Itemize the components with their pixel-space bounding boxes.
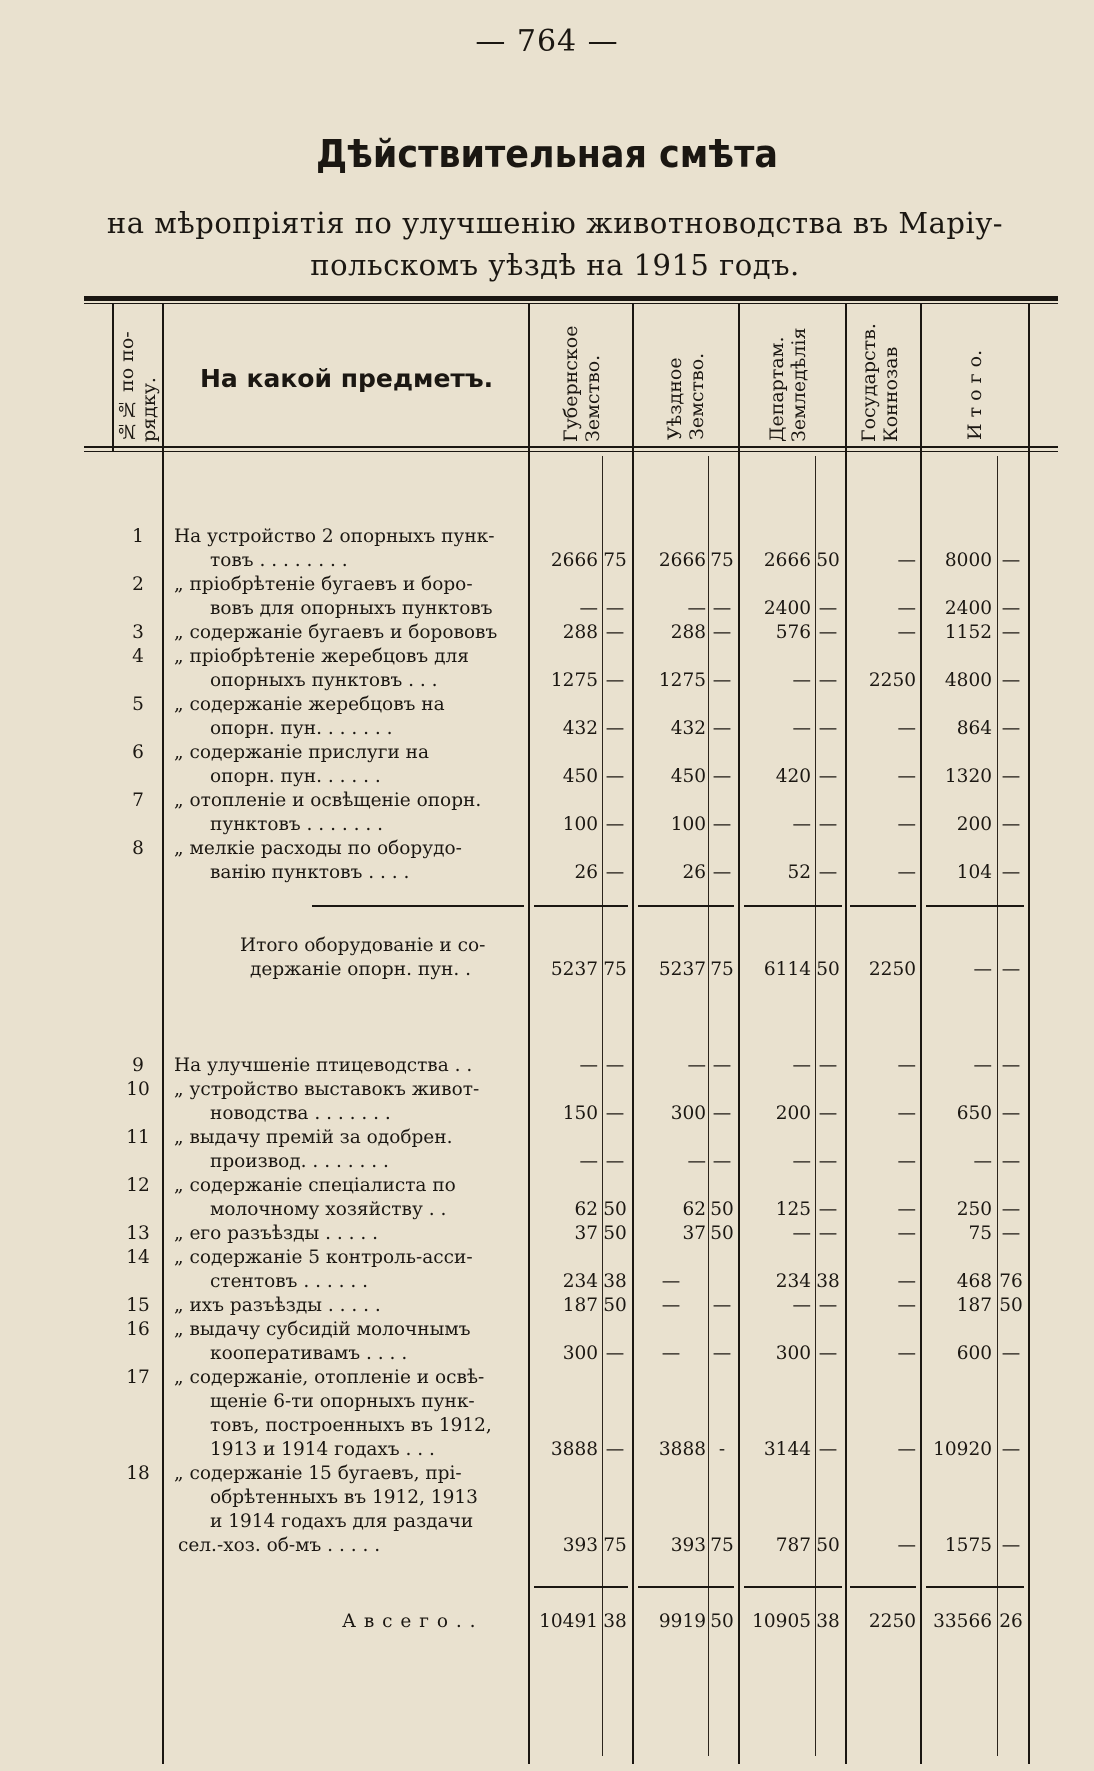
itogo-kop: — xyxy=(1001,718,1021,739)
gos-rub: — xyxy=(897,1439,916,1460)
row-subject-line4: сел.-хоз. об-мъ . . . . . xyxy=(178,1535,381,1556)
dep-rub: 234 xyxy=(775,1271,811,1292)
header-dep-line1: Департам. xyxy=(766,336,788,442)
row-subject-line1: „ содержаніе 5 контроль-асси- xyxy=(174,1247,473,1268)
gub-kop: — xyxy=(605,814,625,835)
itogo-kop: — xyxy=(1001,1223,1021,1244)
dep-rub: — xyxy=(792,814,811,835)
itogo-kop: — xyxy=(1001,814,1021,835)
uezd-rub: — xyxy=(661,1295,681,1316)
gub-rub: — xyxy=(579,1055,598,1076)
itogo-kop: — xyxy=(1001,1439,1021,1460)
uezd-rub: 450 xyxy=(670,766,706,787)
gub-rub: — xyxy=(579,598,598,619)
subtotal-rule-dep xyxy=(744,905,842,907)
gub-kop: 50 xyxy=(603,1199,627,1220)
uezd-rub: 1275 xyxy=(658,670,706,691)
document-title: Дѣйствительная смѣта xyxy=(316,132,778,176)
total-rule-gub xyxy=(534,1586,628,1588)
total-rule-dep xyxy=(744,1586,842,1588)
row-number: 3 xyxy=(132,622,144,643)
uezd-rub: 100 xyxy=(670,814,706,835)
gos-rub: — xyxy=(897,766,916,787)
header-dep-line2: Земледѣлія xyxy=(788,327,810,442)
top-thick-rule xyxy=(84,296,1058,301)
itogo-rub: 1575 xyxy=(944,1535,992,1556)
row-subject-line2: товъ . . . . . . . . xyxy=(210,550,348,571)
itogo-kop: — xyxy=(1001,1343,1021,1364)
gub-rub: 150 xyxy=(562,1103,598,1124)
dep-kop: — xyxy=(818,1199,838,1220)
row-subject-line2: кооперативамъ . . . . xyxy=(210,1343,408,1364)
uezd-rub: 62 xyxy=(682,1199,706,1220)
gub-kop: — xyxy=(605,1103,625,1124)
col-divider-right xyxy=(1028,304,1030,1764)
header-bottom-rule-2 xyxy=(84,451,1058,452)
dep-rub: 420 xyxy=(775,766,811,787)
gub-rub: 393 xyxy=(562,1535,598,1556)
row-number: 15 xyxy=(126,1295,150,1316)
subtotal-rule-gub xyxy=(534,905,628,907)
gos-rub: — xyxy=(897,598,916,619)
uezd-kop: — xyxy=(712,670,732,691)
uezd-kop: — xyxy=(712,1151,732,1172)
row-number: 1 xyxy=(132,526,144,547)
gub-kop: 75 xyxy=(603,550,627,571)
gub-rub: 187 xyxy=(562,1295,598,1316)
gub-rub: 300 xyxy=(562,1343,598,1364)
gub-rub: 432 xyxy=(562,718,598,739)
gub-rub: 37 xyxy=(574,1223,598,1244)
itogo-rub: 650 xyxy=(956,1103,992,1124)
dep-kop: — xyxy=(818,1223,838,1244)
itogo-kop: — xyxy=(1001,959,1021,980)
col-divider-subject xyxy=(528,304,530,1764)
itogo-kop: — xyxy=(1001,598,1021,619)
row-subject-line1: „ ихъ разъѣзды . . . . . xyxy=(174,1295,381,1316)
col-divider-left xyxy=(112,304,114,452)
gub-kop: 75 xyxy=(603,959,627,980)
header-gos-line1: Государств. xyxy=(858,323,880,442)
row-subject-line1: „ содержаніе бугаевъ и борововъ xyxy=(174,622,498,643)
row-subject-line1: „ пріобрѣтеніе бугаевъ и боро- xyxy=(174,574,473,595)
uezd-rub: 2666 xyxy=(658,550,706,571)
dep-rub: — xyxy=(792,1055,811,1076)
subtitle-line-1: на мѣропріятія по улучшенію животноводства въ Маріу- xyxy=(106,206,1004,240)
uezd-kop: — xyxy=(712,862,732,883)
uezd-rub: 393 xyxy=(670,1535,706,1556)
itogo-kop: — xyxy=(1001,1055,1021,1076)
row-number: 18 xyxy=(126,1463,150,1484)
dep-kop: 50 xyxy=(816,959,840,980)
gub-rub: 26 xyxy=(574,862,598,883)
header-dep xyxy=(766,312,810,442)
uezd-rub: 37 xyxy=(682,1223,706,1244)
header-gos xyxy=(858,306,902,442)
row-number: 2 xyxy=(132,574,144,595)
uezd-kop: — xyxy=(712,1103,732,1124)
dep-rub: — xyxy=(792,1151,811,1172)
kopeck-divider-uezd xyxy=(708,456,709,1756)
row-subject-line2: ванію пунктовъ . . . . xyxy=(210,862,410,883)
row-subject-line1: „ устройство выставокъ живот- xyxy=(174,1079,480,1100)
row-subject-line1: „ его разъѣзды . . . . . xyxy=(174,1223,379,1244)
gub-rub: 10491 xyxy=(539,1611,598,1632)
uezd-rub: — xyxy=(687,598,706,619)
row-subject-line1: „ отопленіе и освѣщеніе опорн. xyxy=(174,790,482,811)
row-number: 17 xyxy=(126,1367,150,1388)
row-subject-line1: „ содержаніе жеребцовъ на xyxy=(174,694,445,715)
gos-rub: — xyxy=(897,1151,916,1172)
itogo-rub: 200 xyxy=(956,814,992,835)
row-subject-line2: обрѣтенныхъ въ 1912, 1913 xyxy=(210,1487,478,1508)
itogo-kop: — xyxy=(1001,1151,1021,1172)
col-divider-num xyxy=(162,304,164,1764)
uezd-rub: 3888 xyxy=(658,1439,706,1460)
row-subject-line2: новодства . . . . . . . xyxy=(210,1103,391,1124)
itogo-rub: 1152 xyxy=(944,622,992,643)
gub-rub: 5237 xyxy=(550,959,598,980)
gub-kop: — xyxy=(605,622,625,643)
gub-kop: — xyxy=(605,1151,625,1172)
subtotal-rule-gos xyxy=(850,905,916,907)
uezd-kop: 50 xyxy=(710,1223,734,1244)
row-subject-line2: вовъ для опорныхъ пунктовъ xyxy=(210,598,493,619)
row-number: 4 xyxy=(132,646,144,667)
itogo-rub: 600 xyxy=(956,1343,992,1364)
uezd-rub: — xyxy=(687,1151,706,1172)
dep-kop: 38 xyxy=(816,1611,840,1632)
dep-kop: 50 xyxy=(816,550,840,571)
subtotal-rule-it xyxy=(926,905,1024,907)
uezd-rub: 26 xyxy=(682,862,706,883)
uezd-kop: — xyxy=(712,1343,732,1364)
gos-rub: — xyxy=(897,1343,916,1364)
gos-rub: — xyxy=(897,862,916,883)
itogo-kop: — xyxy=(1001,1535,1021,1556)
row-subject-line2: опорныхъ пунктовъ . . . xyxy=(210,670,438,691)
itogo-kop: 26 xyxy=(999,1611,1023,1632)
gub-kop: 38 xyxy=(603,1271,627,1292)
dep-kop: 38 xyxy=(816,1271,840,1292)
dep-rub: — xyxy=(792,718,811,739)
gos-rub: — xyxy=(897,814,916,835)
gub-kop: — xyxy=(605,1439,625,1460)
row-number: 5 xyxy=(132,694,144,715)
gos-rub: — xyxy=(897,1199,916,1220)
row-subject-line1: „ содержаніе, отопленіе и освѣ- xyxy=(174,1367,485,1388)
gos-rub: — xyxy=(897,1535,916,1556)
header-gos-line2: Коннозав xyxy=(880,346,902,442)
row-subject-line2: пунктовъ . . . . . . . xyxy=(210,814,383,835)
gos-rub: — xyxy=(897,1223,916,1244)
row-subject-line1: На улучшеніе птицеводства . . xyxy=(174,1055,473,1076)
gub-kop: — xyxy=(605,862,625,883)
gub-kop: 75 xyxy=(603,1535,627,1556)
header-gub-line2: Земство. xyxy=(582,354,604,442)
row-number: 14 xyxy=(126,1247,150,1268)
header-itogo: И т о г о. xyxy=(964,349,986,440)
dep-rub: — xyxy=(792,670,811,691)
row-subject-line2: молочному хозяйству . . xyxy=(210,1199,447,1220)
uezd-rub: 300 xyxy=(670,1103,706,1124)
grand-total-label: А в с е г о . . xyxy=(342,1611,477,1632)
row-number: 10 xyxy=(126,1079,150,1100)
col-divider-gub xyxy=(632,304,634,1764)
uezd-kop: 50 xyxy=(710,1611,734,1632)
itogo-rub: 4800 xyxy=(944,670,992,691)
gub-rub: 3888 xyxy=(550,1439,598,1460)
row-subject-line1: „ содержаніе спеціалиста по xyxy=(174,1175,456,1196)
itogo-rub: 187 xyxy=(956,1295,992,1316)
uezd-rub: — xyxy=(687,1055,706,1076)
dep-kop: — xyxy=(818,622,838,643)
itogo-rub: 75 xyxy=(968,1223,992,1244)
uezd-rub: 9919 xyxy=(658,1611,706,1632)
gos-rub: — xyxy=(897,718,916,739)
dep-rub: 52 xyxy=(787,862,811,883)
uezd-rub: 288 xyxy=(670,622,706,643)
total-rule-it xyxy=(926,1586,1024,1588)
uezd-kop: — xyxy=(712,766,732,787)
uezd-kop: 50 xyxy=(710,1199,734,1220)
gos-rub: — xyxy=(897,622,916,643)
gub-kop: — xyxy=(605,1343,625,1364)
row-number: 6 xyxy=(132,742,144,763)
dep-rub: 10905 xyxy=(752,1611,811,1632)
dep-kop: — xyxy=(818,1055,838,1076)
row-subject-line1: „ выдачу субсидій молочнымъ xyxy=(174,1319,471,1340)
gos-rub: — xyxy=(897,1295,916,1316)
uezd-rub: — xyxy=(661,1343,681,1364)
row-subject-line2: опорн. пун. . . . . . . xyxy=(210,718,393,739)
header-uezd xyxy=(664,330,708,440)
uezd-kop: — xyxy=(712,718,732,739)
gub-kop: — xyxy=(605,670,625,691)
document-subtitle xyxy=(80,202,1030,286)
header-num xyxy=(116,312,160,442)
dep-kop: — xyxy=(818,1103,838,1124)
row-subject-line1: „ мелкіе расходы по оборудо- xyxy=(174,838,462,859)
gub-kop: — xyxy=(605,1055,625,1076)
itogo-rub: 468 xyxy=(956,1271,992,1292)
dep-kop: — xyxy=(818,670,838,691)
row-subject-line3: и 1914 годахъ для раздачи xyxy=(210,1511,474,1532)
header-gub-line1: Губернское xyxy=(560,325,582,442)
gub-rub: 288 xyxy=(562,622,598,643)
row-subject-line1: „ выдачу премій за одобрен. xyxy=(174,1127,453,1148)
col-divider-dep xyxy=(845,304,847,1764)
subtotal-rule-subject xyxy=(312,905,524,907)
uezd-kop: - xyxy=(718,1439,726,1460)
row-subject-line3: товъ, построенныхъ въ 1912, xyxy=(210,1415,492,1436)
dep-rub: 200 xyxy=(775,1103,811,1124)
gub-kop: 50 xyxy=(603,1295,627,1316)
dep-rub: 3144 xyxy=(763,1439,811,1460)
itogo-kop: 76 xyxy=(999,1271,1023,1292)
itogo-rub: 2400 xyxy=(944,598,992,619)
dep-rub: 125 xyxy=(775,1199,811,1220)
subtotal-rule-uezd xyxy=(638,905,734,907)
itogo-rub: 864 xyxy=(956,718,992,739)
row-subject-line4: 1913 и 1914 годахъ . . . xyxy=(210,1439,435,1460)
dep-kop: — xyxy=(818,598,838,619)
gub-kop: — xyxy=(605,766,625,787)
dep-rub: 2400 xyxy=(763,598,811,619)
gub-kop: 38 xyxy=(603,1611,627,1632)
row-number: 7 xyxy=(132,790,144,811)
row-number: 11 xyxy=(126,1127,150,1148)
gub-rub: 2666 xyxy=(550,550,598,571)
dep-kop: 50 xyxy=(816,1535,840,1556)
gub-rub: 62 xyxy=(574,1199,598,1220)
dep-kop: — xyxy=(818,1151,838,1172)
itogo-rub: 1320 xyxy=(944,766,992,787)
header-gub xyxy=(560,312,604,442)
dep-kop: — xyxy=(818,1343,838,1364)
row-subject-line2: стентовъ . . . . . . xyxy=(210,1271,368,1292)
itogo-rub: 8000 xyxy=(944,550,992,571)
row-number: 9 xyxy=(132,1055,144,1076)
dep-kop: — xyxy=(818,1439,838,1460)
row-subject-line2: производ. . . . . . . . xyxy=(210,1151,389,1172)
uezd-kop: 75 xyxy=(710,959,734,980)
uezd-kop: 75 xyxy=(710,550,734,571)
header-bottom-rule xyxy=(84,446,1058,448)
dep-rub: 787 xyxy=(775,1535,811,1556)
row-number: 13 xyxy=(126,1223,150,1244)
uezd-rub: 432 xyxy=(670,718,706,739)
itogo-kop: — xyxy=(1001,622,1021,643)
dep-rub: 6114 xyxy=(763,959,811,980)
uezd-rub: — xyxy=(661,1271,681,1292)
itogo-kop: — xyxy=(1001,766,1021,787)
dep-kop: — xyxy=(818,1295,838,1316)
dep-kop: — xyxy=(818,862,838,883)
itogo-rub: 10920 xyxy=(933,1439,992,1460)
dep-rub: 2666 xyxy=(763,550,811,571)
subtitle-line-2: польскомъ уѣздѣ на 1915 годъ. xyxy=(310,248,800,282)
uezd-kop: — xyxy=(712,814,732,835)
total-rule-gos xyxy=(850,1586,916,1588)
gos-rub: 2250 xyxy=(868,959,916,980)
uezd-kop: — xyxy=(712,1055,732,1076)
gub-rub: 234 xyxy=(562,1271,598,1292)
page-number: — 764 — xyxy=(475,24,619,59)
gub-kop: — xyxy=(605,718,625,739)
itogo-rub: 33566 xyxy=(933,1611,992,1632)
gub-kop: — xyxy=(605,598,625,619)
dep-rub: 576 xyxy=(775,622,811,643)
gos-rub: — xyxy=(897,550,916,571)
col-divider-uezd xyxy=(738,304,740,1764)
itogo-kop: — xyxy=(1001,862,1021,883)
uezd-kop: — xyxy=(712,1295,732,1316)
row-subject-line1: „ содержаніе 15 бугаевъ, прі- xyxy=(174,1463,462,1484)
itogo-rub: — xyxy=(973,959,992,980)
gub-rub: — xyxy=(579,1151,598,1172)
header-uezd-line1: Уѣздное xyxy=(664,357,686,440)
itogo-kop: 50 xyxy=(999,1295,1023,1316)
gos-rub: — xyxy=(897,1103,916,1124)
gos-rub: 2250 xyxy=(868,1611,916,1632)
gos-rub: — xyxy=(897,1271,916,1292)
header-num-line1: №№ по по- xyxy=(116,331,138,442)
row-subject-line1: „ пріобрѣтеніе жеребцовъ для xyxy=(174,646,469,667)
itogo-rub: — xyxy=(973,1055,992,1076)
uezd-kop: — xyxy=(712,598,732,619)
row-subject-line2: опорн. пун. . . . . . xyxy=(210,766,381,787)
dep-rub: — xyxy=(792,1223,811,1244)
dep-kop: — xyxy=(818,766,838,787)
uezd-rub: 5237 xyxy=(658,959,706,980)
itogo-kop: — xyxy=(1001,1199,1021,1220)
itogo-rub: 250 xyxy=(956,1199,992,1220)
itogo-kop: — xyxy=(1001,670,1021,691)
header-num-line2: рядку. xyxy=(138,377,160,442)
itogo-kop: — xyxy=(1001,550,1021,571)
dep-rub: 300 xyxy=(775,1343,811,1364)
dep-kop: — xyxy=(818,718,838,739)
itogo-rub: 104 xyxy=(956,862,992,883)
row-subject-line1: „ содержаніе прислуги на xyxy=(174,742,430,763)
row-number: 16 xyxy=(126,1319,150,1340)
row-number: 8 xyxy=(132,838,144,859)
total-rule-uezd xyxy=(638,1586,734,1588)
uezd-kop: — xyxy=(712,622,732,643)
top-thin-rule xyxy=(84,303,1058,304)
gos-rub: 2250 xyxy=(868,670,916,691)
header-uezd-line2: Земство. xyxy=(686,352,708,440)
gub-rub: 450 xyxy=(562,766,598,787)
row-number: 12 xyxy=(126,1175,150,1196)
gub-kop: 50 xyxy=(603,1223,627,1244)
itogo-kop: — xyxy=(1001,1103,1021,1124)
dep-rub: — xyxy=(792,1295,811,1316)
dep-kop: — xyxy=(818,814,838,835)
row-subject-line1: На устройство 2 опорныхъ пунк- xyxy=(174,526,495,547)
subtotal-label-line1: Итого оборудованіе и со- xyxy=(240,935,486,956)
gub-rub: 1275 xyxy=(550,670,598,691)
row-subject-line2: щеніе 6-ти опорныхъ пунк- xyxy=(210,1391,475,1412)
header-subject: На какой предметъ. xyxy=(200,364,494,393)
itogo-rub: — xyxy=(973,1151,992,1172)
gub-rub: 100 xyxy=(562,814,598,835)
gos-rub: — xyxy=(897,1055,916,1076)
subtotal-label-line2: держаніе опорн. пун. . xyxy=(250,959,472,980)
uezd-kop: 75 xyxy=(710,1535,734,1556)
